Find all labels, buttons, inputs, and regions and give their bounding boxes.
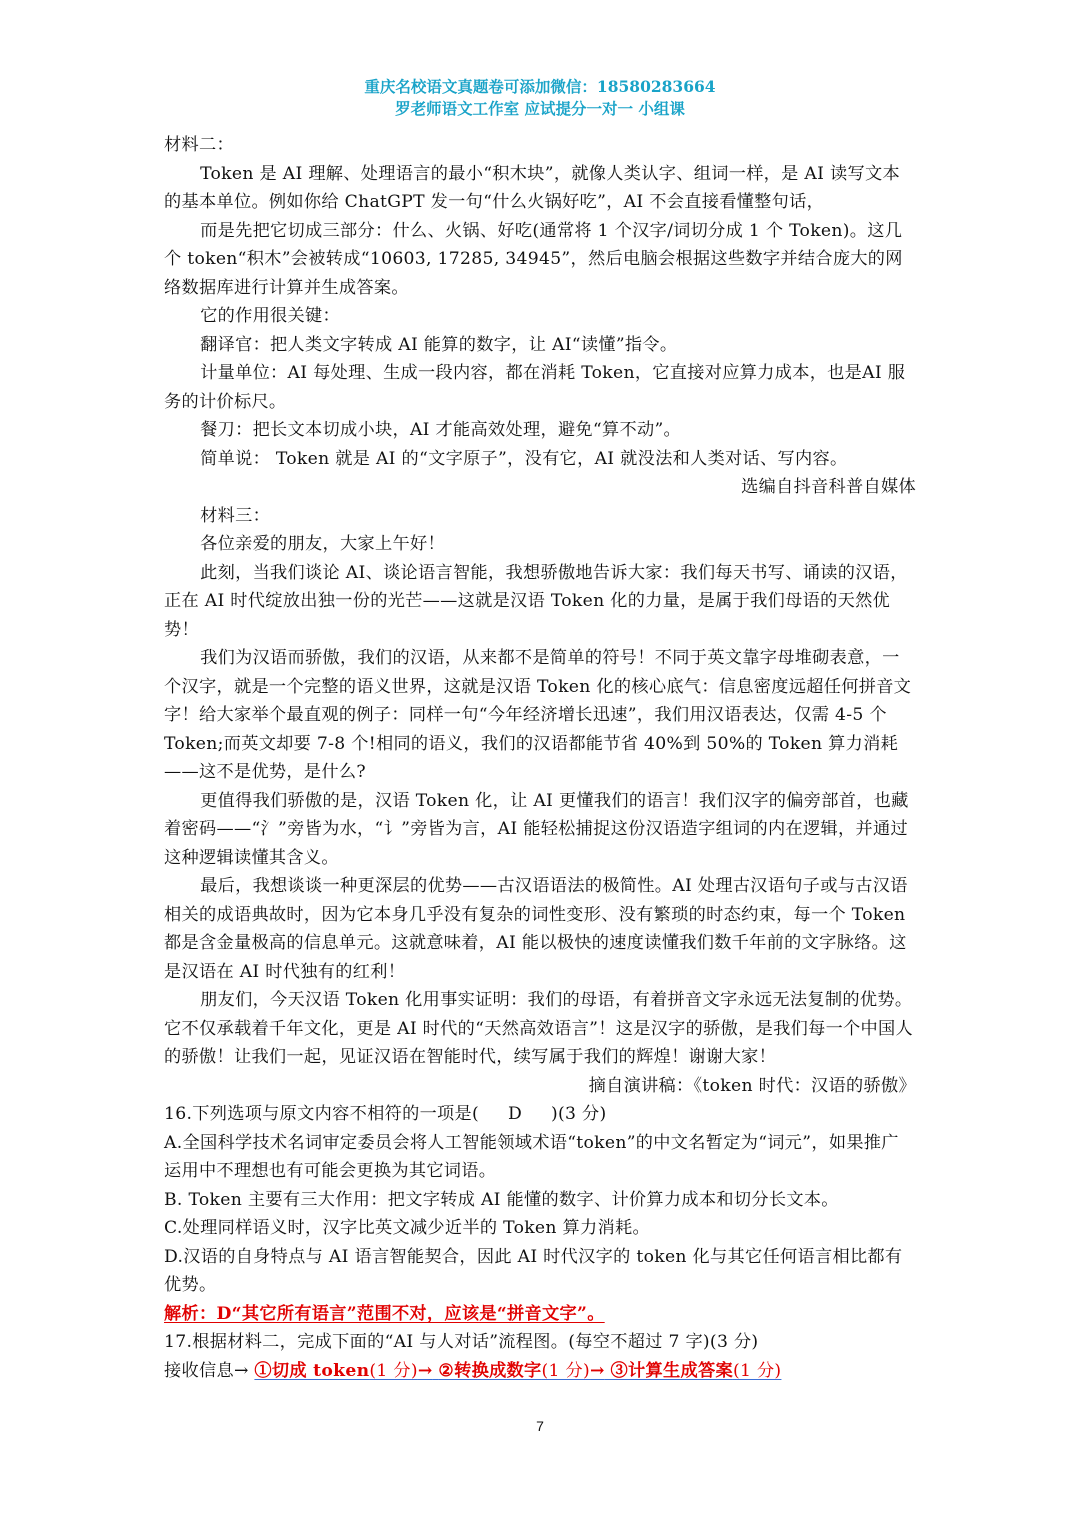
material2-source: 选编自抖音科普自媒体	[741, 477, 916, 497]
flow-step-1-score: (1 分)	[369, 1360, 418, 1381]
q16-option-b: B. Token 主要有三大作用：把文字转成 AI 能懂的数字、计价算力成本和切分长文本。	[164, 1189, 839, 1210]
header-line-2: 罗老师语文工作室 应试提分一对一 小组课	[395, 99, 685, 118]
material2-paragraph: 计量单位：AI 每处理、生成一段内容，都在消耗 Token，它直接对应算力成本，也是AI 服务的计价标尺。	[164, 363, 906, 412]
material2-title: 材料二：	[164, 135, 234, 155]
flow-answers	[254, 1361, 781, 1381]
q16-option-c: C.处理同样语义时，汉字比英文减少近半的 Token 算力消耗。	[164, 1218, 650, 1238]
material2-paragraph: 翻译官：把人类文字转成 AI 能算的数字，让 AI“读懂”指令。	[200, 334, 678, 355]
flow-arrow: →	[590, 1360, 605, 1381]
watermark-header	[0, 76, 1080, 120]
flow-step-2: ②转换成数字	[438, 1360, 542, 1381]
q16-option-a: A.全国科学技术名词审定委员会将人工智能领域术语“token”的中文名暂定为“词元”，如果推广运用中不理想也有可能会更换为其它词语。	[164, 1132, 899, 1181]
q16-option-d: D.汉语的自身特点与 AI 语言智能契合，因此 AI 时代汉字的 token 化与其它任何语言相比都有优势。	[164, 1246, 903, 1295]
material2-paragraph: 它的作用很关键：	[200, 306, 341, 326]
question-17-stem: 17.根据材料二，完成下面的“AI 与人对话”流程图。(每空不超过 7 字)(3 分)	[164, 1332, 759, 1352]
q16-analysis: 解析：D“其它所有语言”范围不对，应该是“拼音文字”。	[164, 1303, 605, 1324]
q16-stem-prefix: 16.下列选项与原文内容不相符的一项是(	[164, 1104, 480, 1124]
flow-step-3-score: (1 分)	[732, 1360, 782, 1381]
material3-paragraph: 我们为汉语而骄傲，我们的汉语，从来都不是简单的符号！不同于英文靠字母堆砌表意，一个汉字，就是一个完整的语义世界，这就是汉语 Token 化的核心底气：信息密度远超任何拼音文字！给大家举个最直观的例子：同样一句“今年经济增长迅速”，我们用汉语表达，仅需 4-5 个 Token;而英文却要 7-8 个!相同的语义，我们的汉语都能节省 40%到 50%的 Token 算力消耗——这不是优势，是什么?	[164, 648, 912, 782]
material3-paragraph: 更值得我们骄傲的是，汉语 Token 化，让 AI 更懂我们的语言！我们汉字的偏旁部首，也藏着密码——“氵”旁皆为水，“讠”旁皆为言，AI 能轻松捕捉这份汉语造字组词的内在逻辑，并通过这种逻辑读懂其含义。	[164, 790, 909, 868]
flow-start: 接收信息→	[164, 1360, 249, 1381]
flow-step-2-score: (1 分)	[541, 1360, 591, 1381]
document-body	[164, 131, 916, 1385]
material3-paragraph: 各位亲爱的朋友，大家上午好！	[200, 534, 445, 554]
header-line-1: 重庆名校语文真题卷可添加微信：18580283664	[364, 77, 716, 96]
flow-step-3: ③计算生成答案	[610, 1360, 733, 1381]
page-number: 7	[536, 1418, 544, 1434]
flow-arrow: →	[417, 1360, 433, 1381]
material2-paragraph: Token 是 AI 理解、处理语言的最小“积木块”，就像人类认字、组词一样，是 AI 读写文本的基本单位。例如你给 ChatGPT 发一句“什么火锅好吃”，AI 不会直接看懂整句话，	[164, 163, 900, 212]
material3-source: 摘自演讲稿：《token 时代：汉语的骄傲》	[588, 1075, 916, 1096]
material3-title: 材料三：	[200, 505, 271, 526]
material3-paragraph: 朋友们，今天汉语 Token 化用事实证明：我们的母语，有着拼音文字永远无法复制的优势。它不仅承载着千年文化，更是 AI 时代的“天然高效语言”！这是汉字的骄傲，是我们每一个中国人的骄傲！让我们一起，见证汉语在智能时代，续写属于我们的辉煌！谢谢大家！	[164, 990, 914, 1067]
material3-paragraph: 此刻，当我们谈论 AI、谈论语言智能，我想骄傲地告诉大家：我们每天书写、诵读的汉语，正在 AI 时代绽放出独一份的光芒——这就是汉语 Token 化的力量，是属于我们母语的天然优势！	[164, 562, 908, 640]
q16-answer: D	[508, 1104, 523, 1124]
flow-step-1: ①切成 token	[254, 1360, 370, 1381]
material2-paragraph: 简单说： Token 就是 AI 的“文字原子”，没有它，AI 就没法和人类对话、写内容。	[200, 448, 848, 469]
material2-paragraph: 餐刀：把长文本切成小块，AI 才能高效处理，避免“算不动”。	[200, 420, 682, 440]
question-16-stem	[164, 1100, 916, 1129]
q16-stem-suffix: )(3 分)	[551, 1104, 607, 1124]
q17-flow	[164, 1357, 916, 1386]
material2-paragraph: 而是先把它切成三部分：什么、火锅、好吃(通常将 1 个汉字/词切分成 1 个 Token)。这几个 token“积木”会被转成“10603, 17285, 34945”，然后电脑会根据这些数字并结合庞大的网络数据库进行计算并生成答案。	[164, 220, 903, 298]
material3-paragraph: 最后，我想谈谈一种更深层的优势——古汉语语法的极简性。AI 处理古汉语句子或与古汉语相关的成语典故时，因为它本身几乎没有复杂的词性变形、没有繁琐的时态约束，每一个 Token 都是含金量极高的信息单元。这就意味着，AI 能以极快的速度读懂我们数千年前的文字脉络。这是汉语在 AI 时代独有的红利！	[164, 876, 908, 982]
